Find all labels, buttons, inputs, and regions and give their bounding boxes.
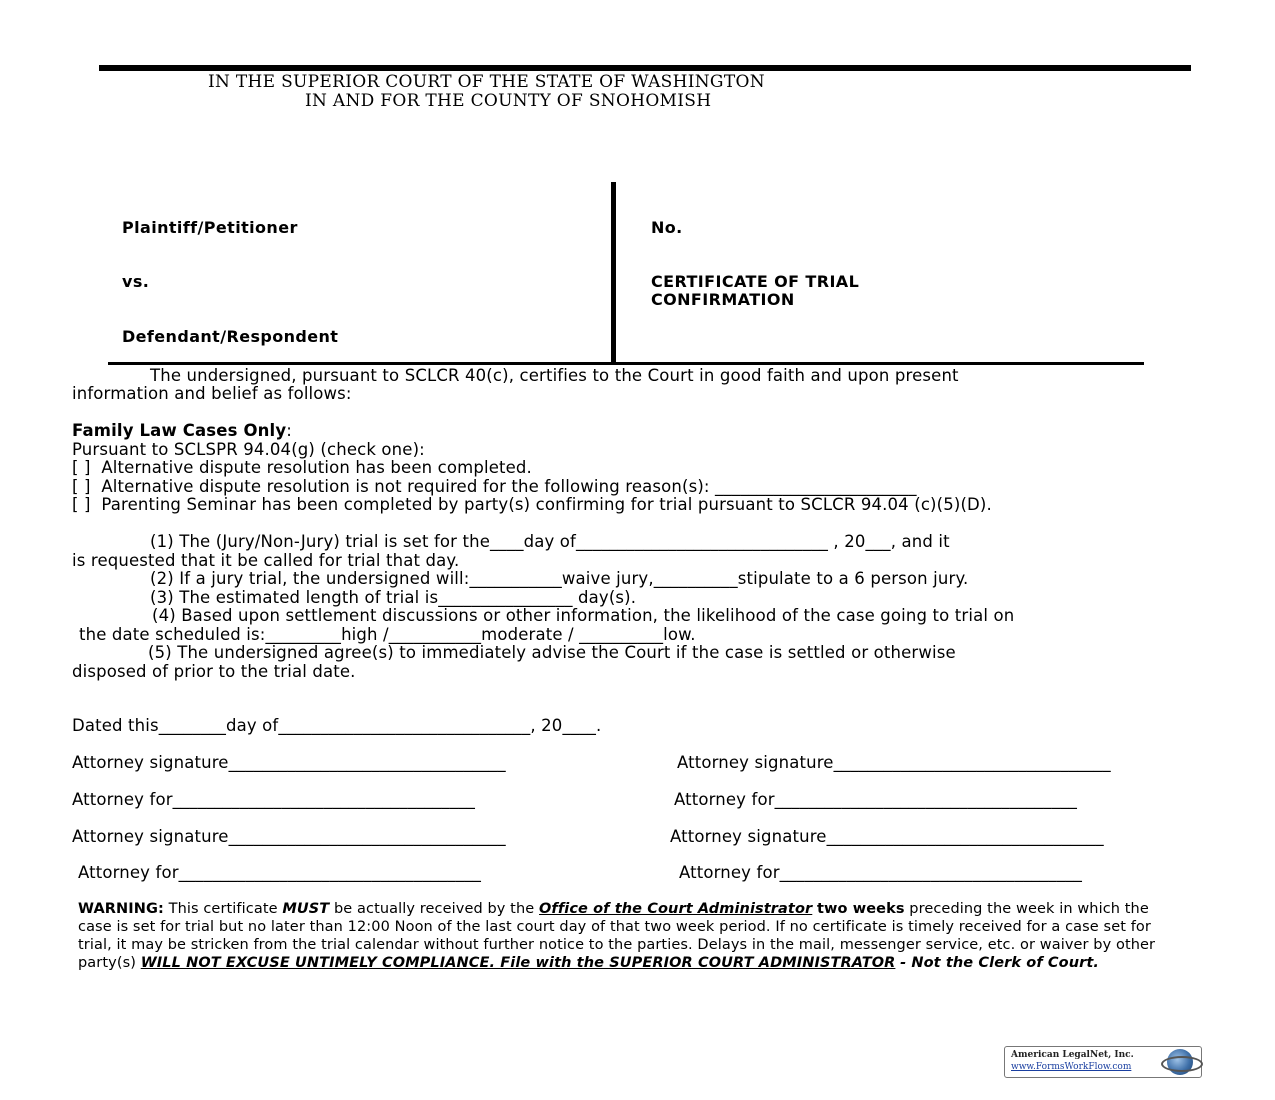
checkbox-option-text: Parenting Seminar has been completed by party(s) confirming for trial pursuant to SCLCR 94.04 (c)(5)(D). (101, 495, 992, 514)
court-heading-line1: IN THE SUPERIOR COURT OF THE STATE OF WASHINGTON (208, 72, 765, 92)
attorney-signature-left-1[interactable]: Attorney signature_________________________________ (72, 753, 506, 772)
attorney-for-right-2[interactable]: Attorney for____________________________________ (679, 863, 1083, 882)
attorney-signature-right-2[interactable]: Attorney signature_________________________________ (670, 827, 1104, 846)
checkbox-option[interactable] (72, 458, 532, 477)
family-law-pursuant: Pursuant to SCLSPR 94.04(g) (check one): (72, 440, 425, 459)
checkbox-box[interactable]: [ ] (72, 477, 91, 496)
checkbox-option[interactable] (72, 495, 992, 514)
item-5-line1: (5) The undersigned agree(s) to immediately advise the Court if the case is settled or otherwise (148, 643, 956, 662)
case-number-label: No. (651, 218, 683, 237)
item-5-line2: disposed of prior to the trial date. (72, 662, 356, 681)
footer-url[interactable]: www.FormsWorkFlow.com (1011, 1062, 1132, 1072)
warning-text: preceding the week in which the case is set for trial but no later than 12:00 Noon of the last court day of that two week period. If no certificate is timely received for a case set for trial, it may be stricken from the trial calendar without further notice to the parties. Delays in the mail, messenger service, etc. or waiver by other party(s) (78, 901, 1156, 971)
defendant-label: Defendant/Respondent (122, 327, 339, 346)
checkbox-option[interactable] (72, 477, 917, 496)
warning-not-clerk: - Not the Clerk of Court. (900, 955, 1100, 971)
attorney-signature-left-2[interactable]: Attorney signature_________________________________ (72, 827, 506, 846)
item-2: (2) If a jury trial, the undersigned will:___________waive jury,__________stipulate to a 6 person jury. (150, 569, 969, 588)
item-1-line1: (1) The (Jury/Non-Jury) trial is set for the____day of______________________________ , 20___, and it (150, 532, 950, 551)
court-heading-line2: IN AND FOR THE COUNTY OF SNOHOMISH (305, 91, 712, 111)
warning-office: Office of the Court Administrator (539, 901, 813, 917)
document-title-line2: CONFIRMATION (651, 290, 795, 309)
item-4-line1: (4) Based upon settlement discussions or other information, the likelihood of the case going to trial on (152, 606, 1015, 625)
attorney-for-left-1[interactable]: Attorney for____________________________________ (72, 790, 476, 809)
dated-line[interactable]: Dated this________day of______________________________, 20____. (72, 716, 602, 735)
caption-bottom-rule (108, 362, 1144, 365)
warning-text: This certificate (163, 901, 283, 917)
attorney-signature-right-1[interactable]: Attorney signature_________________________________ (677, 753, 1111, 772)
warning-text: be actually received by the (329, 901, 539, 917)
checkbox-box[interactable]: [ ] (72, 458, 91, 477)
warning-must: MUST (282, 901, 330, 917)
plaintiff-label: Plaintiff/Petitioner (122, 218, 298, 237)
item-1-line2: is requested that it be called for trial that day. (72, 551, 460, 570)
checkbox-option-text: Alternative dispute resolution is not required for the following reason(s): ________________________ (101, 477, 917, 496)
family-law-heading-text: Family Law Cases Only (72, 421, 287, 440)
attorney-for-left-2[interactable]: Attorney for____________________________________ (78, 863, 482, 882)
intro-line1: The undersigned, pursuant to SCLCR 40(c), certifies to the Court in good faith and upon present (150, 366, 959, 385)
warning-two-weeks: two weeks (817, 901, 905, 917)
caption-divider (611, 182, 616, 364)
document-title-line1: CERTIFICATE OF TRIAL (651, 272, 860, 291)
warning-will-not: WILL NOT EXCUSE UNTIMELY COMPLIANCE. File with the SUPERIOR COURT ADMINISTRATOR (140, 955, 896, 971)
attorney-for-right-1[interactable]: Attorney for____________________________________ (674, 790, 1078, 809)
checkbox-box[interactable]: [ ] (72, 495, 91, 514)
item-4-line2: the date scheduled is:_________high /___________moderate / __________low. (79, 625, 696, 644)
warning-notice (78, 900, 1173, 972)
intro-line2: information and belief as follows: (72, 384, 352, 403)
item-3: (3) The estimated length of trial is________________ day(s). (150, 588, 637, 607)
vs-label: vs. (122, 272, 150, 291)
globe-ring-icon (1161, 1056, 1203, 1072)
family-law-heading (72, 421, 292, 440)
top-rule (99, 65, 1191, 71)
family-law-heading-colon: : (286, 421, 292, 440)
checkbox-option-text: Alternative dispute resolution has been completed. (101, 458, 532, 477)
warning-label: WARNING: (78, 901, 164, 917)
footer-badge[interactable] (1004, 1046, 1202, 1078)
footer-company: American LegalNet, Inc. (1011, 1050, 1134, 1060)
